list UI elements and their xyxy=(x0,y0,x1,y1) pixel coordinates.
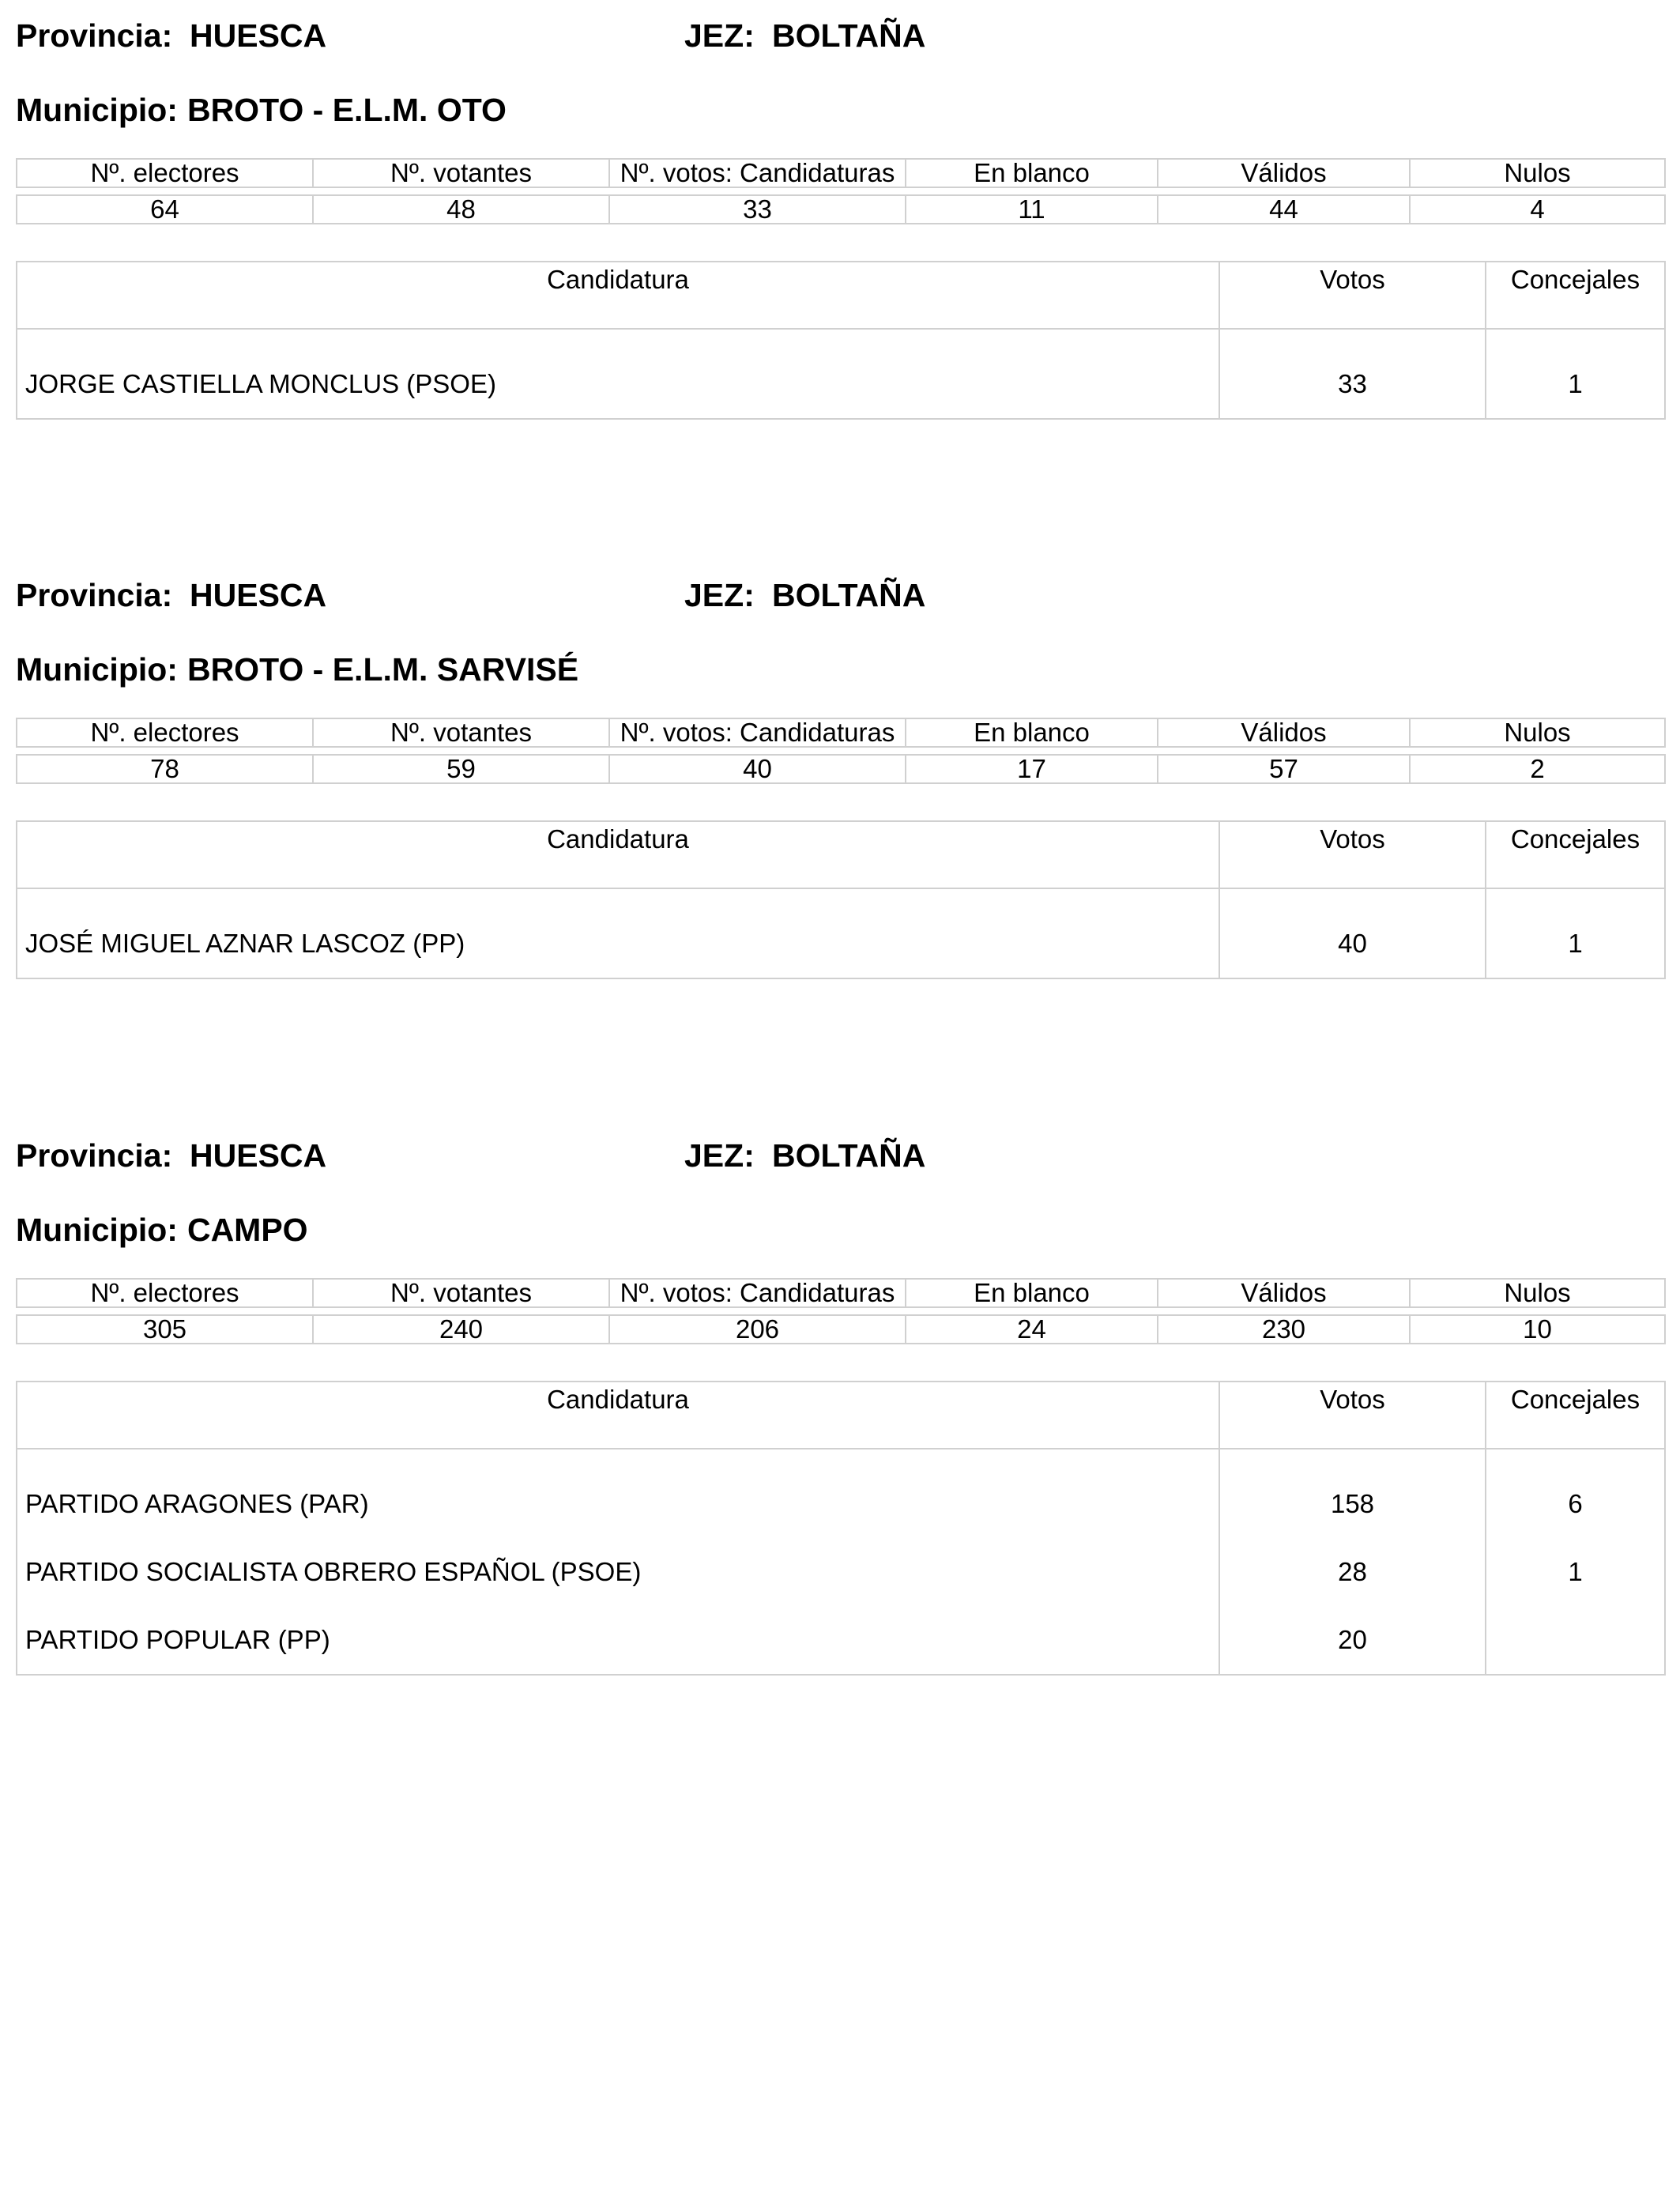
provincia-label: Provincia: xyxy=(16,17,173,54)
stats-header-cell: En blanco xyxy=(906,159,1158,187)
stats-value-cell: 4 xyxy=(1410,195,1665,224)
stats-header-cell: Nulos xyxy=(1410,718,1665,747)
stats-header-cell: Válidos xyxy=(1158,718,1410,747)
jez-value: BOLTAÑA xyxy=(772,17,926,54)
provincia-value: HUESCA xyxy=(190,17,327,54)
votos-header: Votos xyxy=(1219,1382,1486,1449)
municipio-value: BROTO - E.L.M. SARVISÉ xyxy=(186,651,579,688)
candidate-votos: 40 xyxy=(1219,888,1486,978)
candidate-row xyxy=(17,888,1665,978)
stats-header-cell: Nº. votos: Candidaturas xyxy=(609,159,906,187)
municipio-line xyxy=(16,646,578,693)
concejales-header: Concejales xyxy=(1486,262,1665,329)
stats-value-cell: 57 xyxy=(1158,755,1410,783)
stats-header-cell: Nº. electores xyxy=(17,718,313,747)
candidate-name: JOSÉ MIGUEL AZNAR LASCOZ (PP) xyxy=(17,888,1219,978)
candidates-table xyxy=(16,261,1666,420)
stats-header-row xyxy=(17,718,1665,747)
stats-gap xyxy=(17,1307,1665,1315)
stats-table xyxy=(16,1278,1666,1344)
stats-value-row xyxy=(17,195,1665,224)
provincia-value: HUESCA xyxy=(190,577,327,613)
concejales-header: Concejales xyxy=(1486,821,1665,888)
stats-gap xyxy=(17,187,1665,195)
candidatura-header: Candidatura xyxy=(17,821,1219,888)
candidate-votos: 33 xyxy=(1219,329,1486,419)
gap-cell xyxy=(17,747,1665,755)
stats-value-cell: 10 xyxy=(1410,1315,1665,1344)
gap-cell xyxy=(17,1307,1665,1315)
stats-header-cell: Nº. votantes xyxy=(313,718,609,747)
stats-gap xyxy=(17,747,1665,755)
municipio-value: CAMPO xyxy=(186,1212,308,1248)
header-line xyxy=(0,571,1680,619)
candidate-row xyxy=(17,1538,1665,1606)
stats-table xyxy=(16,718,1666,784)
jez-label: JEZ: xyxy=(684,17,755,54)
stats-value-cell: 230 xyxy=(1158,1315,1410,1344)
candidate-row xyxy=(17,1606,1665,1675)
candidate-concejales: 1 xyxy=(1486,329,1665,419)
stats-value-cell: 44 xyxy=(1158,195,1410,224)
stats-header-cell: Nº. electores xyxy=(17,1279,313,1307)
results-block xyxy=(0,1132,1680,1764)
provincia-label: Provincia: xyxy=(16,577,173,613)
municipio-label: Municipio: xyxy=(16,1212,178,1248)
stats-value-cell: 33 xyxy=(609,195,906,224)
stats-header-cell: En blanco xyxy=(906,1279,1158,1307)
stats-value-cell: 240 xyxy=(313,1315,609,1344)
candidates-table xyxy=(16,820,1666,979)
header-line xyxy=(0,12,1680,59)
jez-label: JEZ: xyxy=(684,577,755,613)
jez-value: BOLTAÑA xyxy=(772,577,926,613)
stats-header-cell: Nulos xyxy=(1410,1279,1665,1307)
candidate-concejales: 1 xyxy=(1486,1538,1665,1606)
stats-header-cell: Nº. votantes xyxy=(313,1279,609,1307)
municipio-label: Municipio: xyxy=(16,92,178,128)
stats-value-cell: 24 xyxy=(906,1315,1158,1344)
stats-header-row xyxy=(17,1279,1665,1307)
candidate-name: PARTIDO POPULAR (PP) xyxy=(17,1606,1219,1675)
stats-header-cell: Nº. votantes xyxy=(313,159,609,187)
candidate-votos: 28 xyxy=(1219,1538,1486,1606)
candidates-header-row xyxy=(17,1382,1665,1449)
municipio-line xyxy=(16,1206,308,1253)
stats-value-cell: 17 xyxy=(906,755,1158,783)
stats-header-cell: Nº. electores xyxy=(17,159,313,187)
stats-header-cell: Nº. votos: Candidaturas xyxy=(609,718,906,747)
candidatura-header: Candidatura xyxy=(17,1382,1219,1449)
votos-header: Votos xyxy=(1219,262,1486,329)
candidates-header-row xyxy=(17,821,1665,888)
results-block xyxy=(0,571,1680,1061)
jez-value: BOLTAÑA xyxy=(772,1137,926,1174)
stats-header-cell: Nº. votos: Candidaturas xyxy=(609,1279,906,1307)
candidate-name: PARTIDO SOCIALISTA OBRERO ESPAÑOL (PSOE) xyxy=(17,1538,1219,1606)
results-block xyxy=(0,12,1680,502)
candidate-name: JORGE CASTIELLA MONCLUS (PSOE) xyxy=(17,329,1219,419)
candidate-concejales: 1 xyxy=(1486,888,1665,978)
candidate-concejales: 6 xyxy=(1486,1449,1665,1538)
stats-header-cell: Válidos xyxy=(1158,1279,1410,1307)
provincia-value: HUESCA xyxy=(190,1137,327,1174)
candidate-votos: 20 xyxy=(1219,1606,1486,1675)
stats-header-row xyxy=(17,159,1665,187)
stats-header-cell: En blanco xyxy=(906,718,1158,747)
stats-value-cell: 78 xyxy=(17,755,313,783)
municipio-label: Municipio: xyxy=(16,651,178,688)
concejales-header: Concejales xyxy=(1486,1382,1665,1449)
stats-header-cell: Válidos xyxy=(1158,159,1410,187)
stats-value-row xyxy=(17,755,1665,783)
municipio-value: BROTO - E.L.M. OTO xyxy=(186,92,507,128)
stats-header-cell: Nulos xyxy=(1410,159,1665,187)
gap-cell xyxy=(17,187,1665,195)
stats-value-cell: 206 xyxy=(609,1315,906,1344)
stats-value-cell: 305 xyxy=(17,1315,313,1344)
candidatura-header: Candidatura xyxy=(17,262,1219,329)
votos-header: Votos xyxy=(1219,821,1486,888)
candidate-row xyxy=(17,329,1665,419)
stats-table xyxy=(16,158,1666,224)
municipio-line xyxy=(16,86,507,134)
candidate-concejales xyxy=(1486,1606,1665,1675)
stats-value-cell: 11 xyxy=(906,195,1158,224)
stats-value-row xyxy=(17,1315,1665,1344)
stats-value-cell: 2 xyxy=(1410,755,1665,783)
header-line xyxy=(0,1132,1680,1179)
provincia-label: Provincia: xyxy=(16,1137,173,1174)
candidate-votos: 158 xyxy=(1219,1449,1486,1538)
stats-value-cell: 59 xyxy=(313,755,609,783)
stats-value-cell: 64 xyxy=(17,195,313,224)
candidate-row xyxy=(17,1449,1665,1538)
candidates-table xyxy=(16,1381,1666,1676)
stats-value-cell: 48 xyxy=(313,195,609,224)
candidate-name: PARTIDO ARAGONES (PAR) xyxy=(17,1449,1219,1538)
jez-label: JEZ: xyxy=(684,1137,755,1174)
stats-value-cell: 40 xyxy=(609,755,906,783)
candidates-header-row xyxy=(17,262,1665,329)
